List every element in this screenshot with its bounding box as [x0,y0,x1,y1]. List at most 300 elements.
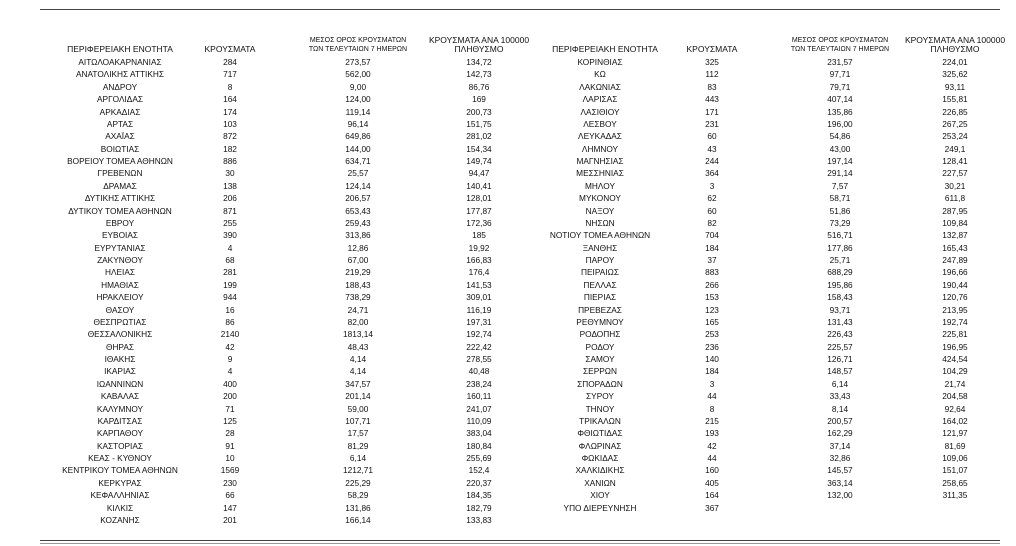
cell-cases: 230 [223,477,237,488]
cell-per-100k: 196,95 [942,341,968,352]
cell-avg-7d: 131,86 [345,502,371,513]
cell-cases: 199 [223,279,237,290]
cell-region: ΑΡΤΑΣ [106,118,134,129]
cell-cases: 103 [223,118,237,129]
cell-avg-7d: 653,43 [345,205,371,216]
cell-cases: 944 [223,292,237,303]
cell-avg-7d: 132,00 [827,490,853,501]
cell-avg-7d: 166,14 [345,514,371,525]
cell-cases: 147 [223,502,237,513]
cell-cases: 704 [705,230,719,241]
cell-per-100k: 151,75 [466,118,492,129]
cell-cases: 42 [225,341,235,352]
cell-avg-7d: 195,86 [827,279,853,290]
cell-per-100k: 164,02 [942,415,968,426]
cell-avg-7d: 25,57 [347,168,369,179]
cell-per-100k: 278,55 [466,354,492,364]
cell-avg-7d: 33,43 [829,391,851,402]
cell-avg-7d: 51,86 [829,205,851,216]
cell-avg-7d: 17,57 [347,428,369,439]
cell-per-100k: 383,04 [466,428,492,439]
cell-cases: 125 [223,415,237,426]
cell-per-100k: 141,53 [466,279,492,290]
header-per-line1: ΚΡΟΥΣΜΑΤΑ ΑΝΑ 100000 [428,35,530,45]
cell-cases: 71 [225,403,235,414]
cell-per-100k: 154,34 [466,143,492,154]
cell-region: ΑΙΤΩΛΟΑΚΑΡΝΑΝΙΑΣ [78,57,162,67]
cell-region: ΖΑΚΥΝΘΟΥ [97,255,143,265]
cell-cases: 160 [705,465,719,476]
cell-per-100k: 220,37 [466,477,492,488]
cell-avg-7d: 73,29 [829,217,851,228]
cell-per-100k: 227,57 [942,168,968,179]
cell-avg-7d: 96,14 [347,118,369,129]
cell-cases: 1569 [220,465,240,476]
cell-cases: 182 [223,143,237,154]
cell-region: ΣΕΡΡΩΝ [583,366,617,377]
bottom-rule [40,540,1000,541]
cell-per-100k: 86,76 [468,81,490,92]
cell-per-100k: 249,1 [944,143,966,154]
cell-region: ΥΠΟ ΔΙΕΡΕΥΝΗΣΗ [563,502,637,513]
header-avg [295,36,421,54]
cell-cases: 164 [223,94,237,105]
cell-avg-7d: 225,29 [345,477,371,488]
cell-region: ΤΗΝΟΥ [585,403,615,414]
cell-cases: 405 [705,477,719,488]
cell-region: ΑΡΓΟΛΙΔΑΣ [97,94,143,105]
cell-per-100k: 190,44 [942,279,968,290]
cell-avg-7d: 43,00 [829,143,851,154]
cell-cases: 8 [709,403,715,414]
cell-per-100k: 149,74 [466,156,492,166]
cell-avg-7d: 135,86 [827,106,853,117]
cell-avg-7d: 119,14 [345,106,371,117]
cell-per-100k: 140,41 [466,180,492,191]
cell-region: ΠΙΕΡΙΑΣ [583,292,617,303]
cell-cases: 68 [225,255,235,265]
cell-per-100k: 238,24 [466,378,492,389]
cell-per-100k: 182,79 [466,502,492,513]
cell-region: ΔΥΤΙΚΗΣ ΑΤΤΙΚΗΣ [84,193,156,204]
cell-region: ΚΕΡΚΥΡΑΣ [98,477,142,488]
header-avg-line1: ΜΕΣΟΣ ΟΡΟΣ ΚΡΟΥΣΜΑΤΩΝ [309,37,407,44]
cell-per-100k: 611,8 [944,193,966,204]
header-region: ΠΕΡΙΦΕΡΕΙΑΚΗ ΕΝΟΤΗΤΑ [67,44,173,54]
cell-region: ΔΥΤΙΚΟΥ ΤΟΜΕΑ ΑΘΗΝΩΝ [68,205,172,216]
cell-per-100k: 133,83 [466,514,492,525]
cell-per-100k: 309,01 [466,292,492,303]
cell-per-100k: 160,11 [466,391,492,402]
cell-region: ΣΠΟΡΑΔΩΝ [577,378,623,389]
header-avg-line1: ΜΕΣΟΣ ΟΡΟΣ ΚΡΟΥΣΜΑΤΩΝ [791,37,889,44]
cell-per-100k: 109,06 [942,453,968,463]
cell-per-100k: 172,36 [466,217,492,228]
cell-per-100k: 225,81 [942,329,968,340]
cell-region: ΗΡΑΚΛΕΙΟΥ [96,292,144,303]
cell-region: ΚΕΑΣ - ΚΥΘΝΟΥ [88,453,152,463]
cell-per-100k: 121,97 [942,428,968,439]
cell-per-100k: 224,01 [942,57,968,67]
cell-cases: 201 [223,514,237,525]
cell-avg-7d: 59,00 [347,403,369,414]
cell-region: ΗΜΑΘΙΑΣ [101,279,139,290]
cell-cases: 200 [223,391,237,402]
cell-region: ΦΘΙΩΤΙΔΑΣ [577,428,623,439]
cell-region: ΒΟΡΕΙΟΥ ΤΟΜΕΑ ΑΘΗΝΩΝ [67,156,173,166]
cell-region: ΚΟΡΙΝΘΙΑΣ [577,57,623,67]
cell-per-100k: 109,84 [942,217,968,228]
cell-region: ΚΩ [594,69,606,80]
cell-cases: 364 [705,168,719,179]
cell-avg-7d: 8,14 [831,403,849,414]
cell-per-100k: 325,62 [942,69,968,80]
cell-avg-7d: 363,14 [827,477,853,488]
cell-per-100k: 110,09 [466,415,492,426]
cell-cases: 215 [705,415,719,426]
cell-region: ΡΕΘΥΜΝΟΥ [576,316,624,327]
cell-avg-7d: 144,00 [345,143,371,154]
cell-per-100k: 258,65 [942,477,968,488]
cell-region: ΚΑΣΤΟΡΙΑΣ [96,440,144,451]
cell-cases: 86 [225,316,235,327]
cell-region: ΡΟΔΟΥ [585,341,615,352]
cell-region: ΑΡΚΑΔΙΑΣ [99,106,141,117]
cell-region: ΕΥΡΥΤΑΝΙΑΣ [94,242,146,253]
cell-avg-7d: 124,00 [345,94,371,105]
cell-per-100k: 165,43 [942,242,968,253]
cell-avg-7d: 206,57 [345,193,371,204]
cell-per-100k: 120,76 [942,292,968,303]
cell-per-100k: 19,92 [468,242,490,253]
cell-avg-7d: 126,71 [827,354,853,364]
cell-cases: 886 [223,156,237,166]
cell-per-100k: 192,74 [466,329,492,340]
cell-avg-7d: 48,43 [347,341,369,352]
cell-avg-7d: 7,57 [831,180,849,191]
cell-cases: 28 [225,428,235,439]
cell-avg-7d: 145,57 [827,465,853,476]
cell-cases: 16 [225,304,235,315]
cell-region: ΞΑΝΘΗΣ [582,242,618,253]
cell-per-100k: 213,95 [942,304,968,315]
cell-per-100k: 128,01 [466,193,492,204]
cell-region: ΦΛΩΡΙΝΑΣ [578,440,622,451]
cell-region: ΝΑΞΟΥ [585,205,615,216]
cell-region: ΑΝΔΡΟΥ [102,81,138,92]
cell-region: ΛΑΡΙΣΑΣ [582,94,618,105]
cell-cases: 390 [223,230,237,241]
cell-per-100k: 200,73 [466,106,492,117]
cell-cases: 44 [707,391,717,402]
cell-region: ΣΑΜΟΥ [585,354,615,364]
cell-region: ΚΑΡΔΙΤΣΑΣ [97,415,143,426]
cell-cases: 10 [225,453,235,463]
cell-cases: 253 [705,329,719,340]
cell-cases: 62 [707,193,717,204]
cell-per-100k: 128,41 [942,156,968,166]
cell-cases: 717 [223,69,237,80]
cell-avg-7d: 1813,14 [343,329,373,340]
cell-per-100k: 155,81 [942,94,968,105]
cell-cases: 43 [707,143,717,154]
cell-per-100k: 311,35 [942,490,968,501]
cell-region: ΠΡΕΒΕΖΑΣ [578,304,622,315]
cell-per-100k: 255,69 [466,453,492,463]
cell-region: ΛΕΥΚΑΔΑΣ [578,131,622,142]
cell-per-100k: 184,35 [466,490,492,501]
header-per-line2: ΠΛΗΘΥΣΜΟ [454,44,504,54]
cell-cases: 165 [705,316,719,327]
cell-cases: 60 [707,205,717,216]
cell-avg-7d: 738,29 [345,292,371,303]
cell-per-100k: 222,42 [466,341,492,352]
cell-avg-7d: 148,57 [827,366,853,377]
cell-per-100k: 81,69 [944,440,966,451]
cell-per-100k: 176,4 [468,267,490,278]
cell-region: ΚΑΒΑΛΑΣ [100,391,140,402]
cell-cases: 174 [223,106,237,117]
cell-cases: 4 [227,366,233,377]
cell-avg-7d: 562,00 [345,69,371,80]
cell-cases: 153 [705,292,719,303]
cell-avg-7d: 688,29 [827,267,853,278]
bottom-rule-secondary [40,543,1000,544]
cell-cases: 367 [705,502,719,513]
cell-region: ΚΟΖΑΝΗΣ [100,514,140,525]
cell-avg-7d: 1212,71 [343,465,373,476]
cell-avg-7d: 231,57 [827,57,853,67]
cell-per-100k: 226,85 [942,106,968,117]
cell-region: ΚΕΝΤΡΙΚΟΥ ΤΟΜΕΑ ΑΘΗΝΩΝ [62,465,178,476]
cell-avg-7d: 79,71 [829,81,851,92]
cell-per-100k: 93,11 [944,81,966,92]
cell-per-100k: 204,58 [942,391,968,402]
cell-cases: 400 [223,378,237,389]
cell-cases: 184 [705,242,719,253]
cell-avg-7d: 107,71 [345,415,371,426]
cell-avg-7d: 225,57 [827,341,853,352]
cell-cases: 872 [223,131,237,142]
cell-per-100k: 267,25 [942,118,968,129]
cell-cases: 140 [705,354,719,364]
cell-cases: 123 [705,304,719,315]
cell-per-100k: 177,87 [466,205,492,216]
cell-per-100k: 132,87 [942,230,968,241]
cell-per-100k: 116,19 [466,304,492,315]
cell-cases: 42 [707,440,717,451]
cell-region: ΧΑΝΙΩΝ [584,477,616,488]
cell-cases: 30 [225,168,235,179]
cell-region: ΒΟΙΩΤΙΑΣ [100,143,140,154]
header-per-100k [890,36,1016,54]
cell-cases: 871 [223,205,237,216]
cell-region: ΜΗΛΟΥ [585,180,615,191]
cell-avg-7d: 25,71 [829,255,851,265]
cell-cases: 3 [709,180,715,191]
cell-cases: 82 [707,217,717,228]
cell-avg-7d: 219,29 [345,267,371,278]
cell-avg-7d: 188,43 [345,279,371,290]
cell-cases: 66 [225,490,235,501]
cell-per-100k: 94,47 [468,168,490,179]
cell-cases: 4 [227,242,233,253]
cell-avg-7d: 200,57 [827,415,853,426]
cell-avg-7d: 54,86 [829,131,851,142]
cell-region: ΑΧΑΪΑΣ [105,131,135,142]
cell-avg-7d: 177,86 [827,242,853,253]
cell-avg-7d: 4,14 [349,354,367,364]
cell-avg-7d: 32,86 [829,453,851,463]
cell-avg-7d: 516,71 [827,230,853,241]
header-avg-line2: ΤΩΝ ΤΕΛΕΥΤΑΙΩΝ 7 ΗΜΕΡΩΝ [308,46,408,53]
cell-avg-7d: 82,00 [347,316,369,327]
cell-cases: 112 [705,69,719,80]
cell-cases: 236 [705,341,719,352]
cell-cases: 37 [707,255,717,265]
cell-per-100k: 151,07 [942,465,968,476]
cell-cases: 284 [223,57,237,67]
cell-region: ΕΥΒΟΙΑΣ [101,230,139,241]
cell-per-100k: 40,48 [468,366,490,377]
cell-region: ΚΑΛΥΜΝΟΥ [96,403,144,414]
cell-per-100k: 185 [472,230,486,241]
cell-region: ΙΘΑΚΗΣ [104,354,136,364]
cell-cases: 231 [705,118,719,129]
cell-per-100k: 21,74 [944,378,966,389]
cell-region: ΘΗΡΑΣ [105,341,135,352]
cell-region: ΘΑΣΟΥ [105,304,135,315]
cell-cases: 8 [227,81,233,92]
header-cases: ΚΡΟΥΣΜΑΤΑ [686,44,738,54]
cell-avg-7d: 4,14 [349,366,367,377]
cell-region: ΗΛΕΙΑΣ [104,267,136,278]
cell-avg-7d: 81,29 [347,440,369,451]
cell-cases: 443 [705,94,719,105]
cell-per-100k: 134,72 [466,57,492,67]
cell-cases: 3 [709,378,715,389]
cell-cases: 164 [705,490,719,501]
cell-cases: 9 [227,354,233,364]
cell-per-100k: 104,29 [942,366,968,377]
cell-avg-7d: 58,71 [829,193,851,204]
cell-avg-7d: 158,43 [827,292,853,303]
cell-cases: 281 [223,267,237,278]
cell-avg-7d: 347,57 [345,378,371,389]
cell-region: ΤΡΙΚΑΛΩΝ [579,415,621,426]
cell-region: ΠΕΙΡΑΙΩΣ [581,267,619,278]
cell-region: ΜΕΣΣΗΝΙΑΣ [576,168,624,179]
cell-region: ΚΑΡΠΑΘΟΥ [96,428,144,439]
cell-avg-7d: 407,14 [827,94,853,105]
cell-cases: 255 [223,217,237,228]
cell-region: ΦΩΚΙΔΑΣ [581,453,619,463]
cell-cases: 138 [223,180,237,191]
cell-region: ΕΒΡΟΥ [105,217,135,228]
cell-avg-7d: 649,86 [345,131,371,142]
cell-per-100k: 30,21 [944,180,966,191]
cell-avg-7d: 131,43 [827,316,853,327]
cell-avg-7d: 124,14 [345,180,371,191]
cell-cases: 206 [223,193,237,204]
header-region: ΠΕΡΙΦΕΡΕΙΑΚΗ ΕΝΟΤΗΤΑ [552,44,658,54]
header-per-line2: ΠΛΗΘΥΣΜΟ [930,44,980,54]
cell-cases: 244 [705,156,719,166]
cell-per-100k: 180,84 [466,440,492,451]
cell-per-100k: 192,74 [942,316,968,327]
cell-region: ΛΑΣΙΘΙΟΥ [580,106,620,117]
header-avg [777,36,903,54]
cell-per-100k: 197,31 [466,316,492,327]
cell-avg-7d: 37,14 [829,440,851,451]
cell-region: ΠΕΛΛΑΣ [583,279,617,290]
cell-per-100k: 142,73 [466,69,492,80]
cell-avg-7d: 201,14 [345,391,371,402]
cell-per-100k: 424,54 [942,354,968,364]
cell-per-100k: 152,4 [468,465,490,476]
header-cases: ΚΡΟΥΣΜΑΤΑ [204,44,256,54]
cell-avg-7d: 273,57 [345,57,371,67]
cell-region: ΛΗΜΝΟΥ [581,143,619,154]
cell-cases: 44 [707,453,717,463]
cell-region: ΡΟΔΟΠΗΣ [579,329,621,340]
cell-per-100k: 253,24 [942,131,968,142]
cell-per-100k: 287,95 [942,205,968,216]
cell-per-100k: 169 [472,94,486,105]
cell-region: ΚΕΦΑΛΛΗΝΙΑΣ [90,490,150,501]
cell-region: ΙΩΑΝΝΙΝΩΝ [96,378,144,389]
cell-avg-7d: 24,71 [347,304,369,315]
cell-region: ΝΗΣΩΝ [585,217,615,228]
cell-region: ΜΑΓΝΗΣΙΑΣ [576,156,624,166]
cell-avg-7d: 162,29 [827,428,853,439]
cell-cases: 184 [705,366,719,377]
cell-avg-7d: 196,00 [827,118,853,129]
cell-cases: 2140 [220,329,240,340]
cell-region: ΝΟΤΙΟΥ ΤΟΜΕΑ ΑΘΗΝΩΝ [549,230,651,241]
cell-cases: 193 [705,428,719,439]
cell-avg-7d: 313,86 [345,230,371,241]
cell-cases: 91 [225,440,235,451]
cell-avg-7d: 6,14 [349,453,367,463]
cell-cases: 325 [705,57,719,67]
cell-avg-7d: 259,43 [345,217,371,228]
cell-per-100k: 196,66 [942,267,968,278]
cell-region: ΛΕΣΒΟΥ [583,118,617,129]
cell-region: ΛΑΚΩΝΙΑΣ [579,81,621,92]
cell-per-100k: 166,83 [466,255,492,265]
cell-avg-7d: 67,00 [347,255,369,265]
cell-per-100k: 281,02 [466,131,492,142]
top-rule [40,9,1000,10]
cell-avg-7d: 291,14 [827,168,853,179]
cell-region: ΓΡΕΒΕΝΩΝ [97,168,143,179]
cell-region: ΔΡΑΜΑΣ [103,180,137,191]
cell-region: ΘΕΣΠΡΩΤΙΑΣ [93,316,147,327]
cell-avg-7d: 9,00 [349,81,367,92]
cell-region: ΙΚΑΡΙΑΣ [104,366,136,377]
cell-region: ΣΥΡΟΥ [586,391,614,402]
cell-region: ΧΙΟΥ [590,490,610,501]
cell-cases: 883 [705,267,719,278]
cell-cases: 266 [705,279,719,290]
cell-cases: 60 [707,131,717,142]
cell-cases: 171 [705,106,719,117]
cell-region: ΧΑΛΚΙΔΙΚΗΣ [575,465,625,476]
cell-cases: 83 [707,81,717,92]
cell-region: ΠΑΡΟΥ [585,255,615,265]
cell-per-100k: 241,07 [466,403,492,414]
